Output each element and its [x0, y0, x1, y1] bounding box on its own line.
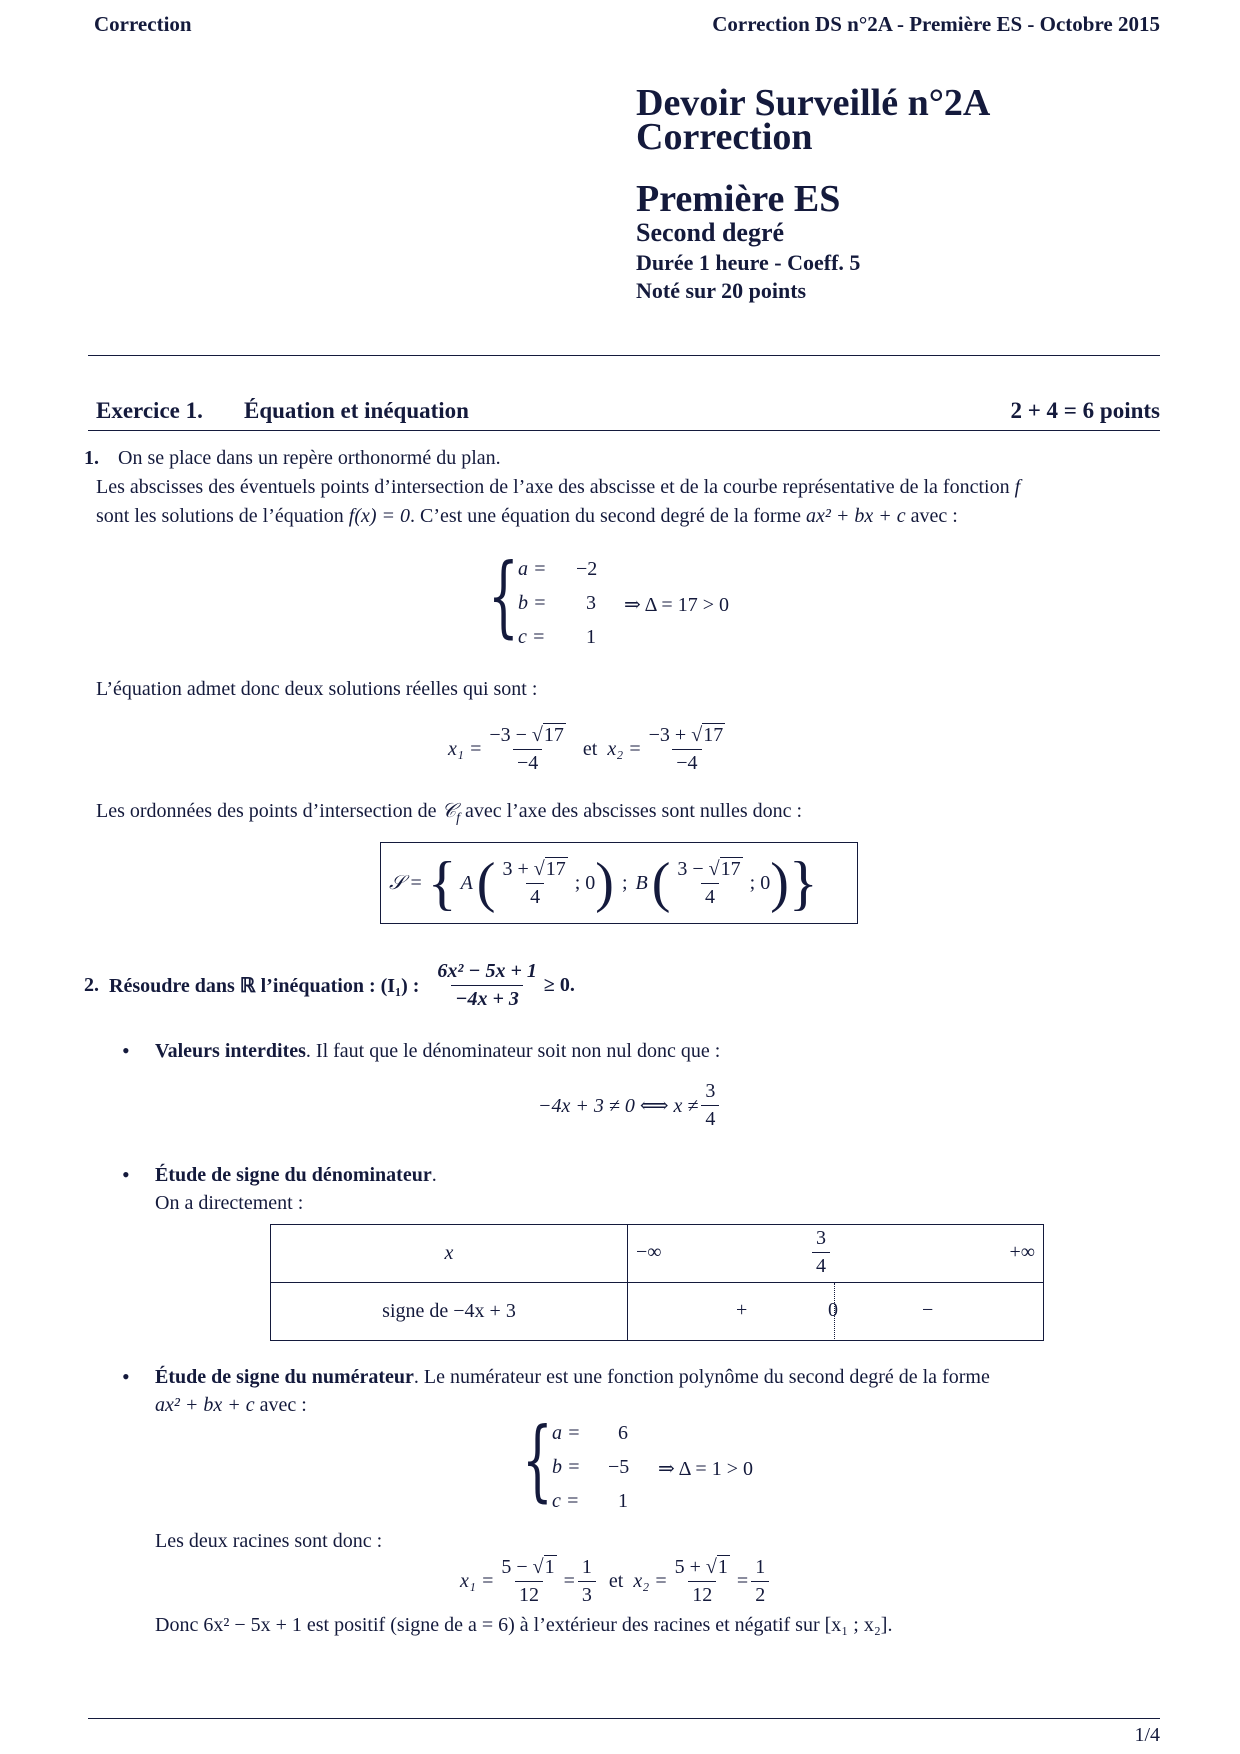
plus-infinity: +∞ [1009, 1241, 1035, 1263]
q1-c-label: c = [518, 626, 546, 648]
q1-x2-num: −3 + [648, 724, 687, 746]
q2-b3 [155, 1366, 1160, 1389]
q1-delta: ⇒ Δ = 17 > 0 [624, 594, 729, 616]
q2-relation: ≥ 0. [543, 974, 575, 996]
q2-roots [460, 1556, 772, 1607]
q1-p1b-eq: f(x) = 0 [348, 505, 411, 527]
q1-a-rparen: ) [595, 852, 614, 914]
q1-p3-curve: 𝒞 [441, 800, 457, 822]
sign-table-x-header: x [271, 1225, 628, 1283]
title-duration: Durée 1 heure - Coeff. 5 [636, 250, 861, 275]
q2-b3-form: ax² + bx + c [155, 1394, 255, 1416]
q1-p1a-var: f [1014, 476, 1021, 498]
q1-x1-num: −3 − [489, 724, 527, 746]
q2-x1-fraction: $\frac{5 - √1}{12}$ [501, 1556, 555, 1606]
q1-a-y: ; 0 [574, 871, 596, 894]
q1-solution-box [380, 842, 858, 924]
q1-x1-sqrt: √17 [531, 724, 564, 746]
q2-system [522, 1408, 842, 1520]
q1-system-brace: { [488, 544, 519, 647]
q1-a-lparen: ( [476, 852, 496, 914]
sign-table-row-label: signe de −4x + 3 [271, 1283, 628, 1341]
q1-a-label: a = [518, 558, 547, 580]
q2-b1-eq: −4x + 3 ≠ 0 ⟺ x ≠ [538, 1095, 699, 1117]
q1-solution-set: 𝒮 [389, 871, 405, 894]
q2-numerator: 6x² − 5x + 1 [437, 960, 537, 982]
q2-b2-dot: . [431, 1164, 437, 1186]
q1-point-b: B [635, 871, 648, 894]
sign-minus: − [922, 1299, 934, 1321]
q2-a-label: a = [552, 1422, 581, 1444]
q2-et: et [608, 1570, 624, 1592]
page-number: 1/4 [1134, 1724, 1160, 1746]
sign-table-x-row [628, 1225, 1044, 1283]
q1-solution-eq: = [410, 871, 422, 894]
sign-zero: 0 [828, 1299, 838, 1321]
q1-x2-sqrt: √17 [691, 724, 724, 746]
q2-statement: Résoudre dans ℝ l’inéquation : (I₁) : [109, 975, 420, 997]
q1-paragraph-1a [96, 476, 1160, 499]
q1-x1-den: −4 [513, 749, 542, 775]
header-left: Correction [94, 12, 192, 36]
q2-b2-text: On a directement : [155, 1192, 304, 1214]
sign-table-sign-row [628, 1283, 1044, 1341]
title-grading: Noté sur 20 points [636, 278, 807, 303]
q1-solution-rbrace: } [788, 850, 818, 916]
q2-system-brace: { [522, 1408, 553, 1511]
q1-paragraph-3 [96, 800, 802, 827]
q2-inequation-fraction [433, 960, 541, 1011]
q2-b3-text: . Le numérateur est une fonction polynôme du second degré de la forme [413, 1366, 990, 1388]
sign-plus: + [736, 1299, 748, 1321]
q1-p3-sub: f [456, 811, 460, 826]
q2-b1-fraction: $\frac{3}{4}$ [701, 1080, 719, 1131]
q1-solution-sep: ; [621, 871, 628, 894]
exercise-divider [88, 430, 1160, 431]
q2-c-value: 1 [618, 1490, 628, 1512]
q2-b1-title: Valeurs interdites [155, 1040, 306, 1062]
q2-number: 2. [84, 974, 99, 996]
q2-b3-title: Étude de signe du numérateur [155, 1366, 414, 1388]
q1-b-label: b = [518, 592, 547, 614]
q1-x2-fraction [645, 724, 730, 775]
q1-paragraph-1b [96, 505, 958, 528]
q2-x2-fraction: $\frac{5 + √1}{12}$ [674, 1556, 728, 1606]
q1-x1-label: x₁ = [448, 738, 483, 760]
q2-b1-text: . Il faut que le dénominateur soit non nul donc que : [305, 1040, 721, 1062]
title-class: Première ES [636, 178, 841, 220]
q1-a-fraction: $\frac{3 + √17}{4}$ [502, 857, 566, 908]
title-line1: Devoir Surveillé n°2A [636, 82, 991, 124]
q2-b3-form-line [155, 1394, 307, 1417]
q1-solution-lbrace: { [427, 850, 457, 916]
q1-x2-den: −4 [672, 749, 701, 775]
title-line2: Correction [636, 116, 813, 158]
bullet-2: • [122, 1162, 130, 1187]
q2-roots-intro: Les deux racines sont donc : [155, 1530, 383, 1552]
q2-b2-title: Étude de signe du dénominateur [155, 1164, 432, 1186]
q1-b-y: ; 0 [749, 871, 771, 894]
q1-point-a: A [460, 871, 473, 894]
q2-a-value: 6 [618, 1422, 628, 1444]
header-right: Correction DS n°2A - Première ES - Octobre 2015 [712, 12, 1160, 36]
bullet-1: • [122, 1038, 130, 1063]
q1-b-lparen: ( [651, 852, 671, 914]
q2-conclusion: Donc 6x² − 5x + 1 est positif (signe de a = 6) à l’extérieur des racines et négatif sur [x₁ ; x₂]. [155, 1614, 893, 1636]
q1-p1a-text: Les abscisses des éventuels points d’intersection de l’axe des abscisse et de la courbe représentative de la fonction [96, 476, 1010, 498]
root-value: $\frac{3}{4}$ [812, 1227, 830, 1278]
sign-table [270, 1224, 1044, 1341]
q1-x2-label: x₂ = [607, 738, 642, 760]
title-subject: Second degré [636, 218, 785, 247]
q2-delta: ⇒ Δ = 1 > 0 [658, 1458, 753, 1480]
q1-b-value: 3 [586, 592, 596, 614]
q1-c-value: 1 [586, 626, 596, 648]
q2-b-label: b = [552, 1456, 581, 1478]
q2-b1 [155, 1040, 720, 1063]
q1-b-rparen: ) [770, 852, 789, 914]
q1-intro: On se place dans un repère orthonormé du plan. [118, 447, 501, 469]
exercise-label: Exercice 1. [96, 398, 203, 423]
q1-x1-fraction [485, 724, 570, 775]
q1-number: 1. [84, 447, 99, 469]
q2-statement-line [84, 960, 575, 1011]
exercise-points: 2 + 4 = 6 points [1010, 398, 1160, 423]
q1-p3-end: avec l’axe des abscisses sont nulles donc : [464, 800, 803, 822]
q1-b-fraction: $\frac{3 - √17}{4}$ [677, 857, 741, 908]
q1-p1b-mid: . C’est une équation du second degré de la forme [410, 505, 801, 527]
title-divider [88, 355, 1160, 356]
q2-x1-label: x₁ = [460, 1570, 495, 1592]
q2-b3-end: avec : [259, 1394, 307, 1416]
q2-b-value: −5 [608, 1456, 630, 1478]
q1-roots [448, 724, 732, 775]
q2-c-label: c = [552, 1490, 580, 1512]
bullet-3: • [122, 1364, 130, 1389]
q2-b1-equation [538, 1080, 722, 1131]
q2-x1-value: $\frac{1}{3}$ [578, 1556, 596, 1607]
q2-x1-eq: = [563, 1570, 575, 1592]
q2-denominator: −4x + 3 [451, 985, 523, 1011]
q1-paragraph-2: L’équation admet donc deux solutions réelles qui sont : [96, 678, 538, 700]
q2-b2 [155, 1164, 437, 1187]
q1-p1b-end: avec : [910, 505, 958, 527]
q2-x2-label: x₂ = [633, 1570, 668, 1592]
q2-x2-eq: = [736, 1570, 749, 1592]
q1-p1b-form: ax² + bx + c [806, 505, 906, 527]
q1-system [488, 544, 808, 656]
q1-p3-start: Les ordonnées des points d’intersection de [96, 800, 437, 822]
exercise-name: Équation et inéquation [244, 398, 469, 423]
minus-infinity: −∞ [636, 1241, 662, 1263]
footer-divider [88, 1718, 1160, 1719]
q1-a-value: −2 [576, 558, 598, 580]
q1-et: et [582, 738, 598, 760]
q2-x2-value: $\frac{1}{2}$ [751, 1556, 769, 1607]
zero-dotted-line [834, 1283, 835, 1341]
q1-p1b-start: sont les solutions de l’équation [96, 505, 344, 527]
